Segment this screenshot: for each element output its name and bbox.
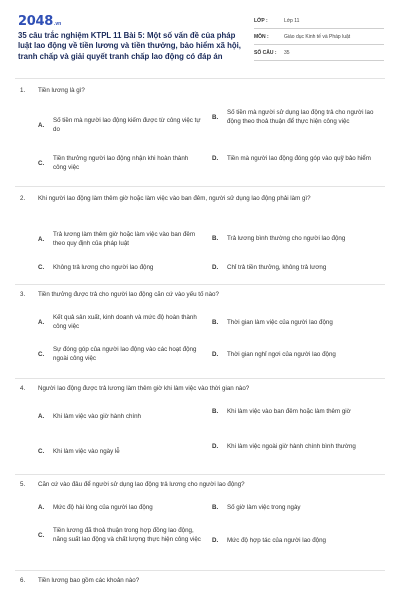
- option-c[interactable]: [38, 526, 203, 544]
- option-b[interactable]: [212, 234, 382, 243]
- option-text: Khi làm việc ngoài giờ hành chính bình thường: [227, 443, 356, 450]
- divider: [15, 570, 385, 571]
- option-a[interactable]: [38, 230, 203, 248]
- option-c[interactable]: [38, 263, 203, 272]
- logo-text: 2048: [18, 14, 53, 29]
- option-text: Mức độ hài lòng của người lao động: [53, 504, 153, 511]
- info-value: Lớp 11: [284, 17, 300, 24]
- info-key: MÔN :: [254, 33, 269, 40]
- option-b[interactable]: [212, 407, 382, 416]
- option-text: Số tiền mà người lao động kiếm được từ công việc tự do: [53, 117, 201, 133]
- divider: [15, 474, 385, 475]
- option-text: Mức độ hợp tác của người lao động: [227, 537, 326, 544]
- option-letter: A.: [38, 121, 45, 129]
- option-a[interactable]: [38, 503, 203, 512]
- option-text: Số giờ làm việc trong ngày: [227, 504, 301, 511]
- option-letter: D.: [212, 264, 219, 271]
- info-row-subject: [254, 29, 384, 45]
- option-text: Trả lương làm thêm giờ hoặc làm việc vào ban đêm theo quy định của pháp luật: [53, 231, 196, 247]
- question-stem: [20, 194, 390, 203]
- info-value: Giáo dục Kinh tế và Pháp luật: [284, 33, 351, 40]
- option-letter: A.: [38, 413, 45, 420]
- option-d[interactable]: [212, 536, 382, 545]
- option-text: Kết quả sản xuất, kinh doanh và mức độ hoàn thành công việc: [53, 314, 197, 330]
- info-panel: [254, 13, 384, 61]
- option-b[interactable]: [212, 503, 382, 512]
- option-text: Tiền thưởng người lao động nhận khi hoàn thành công việc: [53, 155, 189, 171]
- option-letter: A.: [38, 504, 45, 511]
- divider: [15, 378, 385, 379]
- divider: [15, 78, 385, 79]
- option-letter: C.: [38, 448, 45, 455]
- option-c[interactable]: [38, 154, 203, 172]
- question-text: Tiền lương bao gồm các khoản nào?: [38, 577, 140, 584]
- option-text: Số tiền mà người sử dụng lao động trả cho người lao động theo thoả thuận để thực hiện công việc: [227, 109, 374, 125]
- option-a[interactable]: [38, 116, 203, 134]
- option-letter: D.: [212, 443, 219, 450]
- info-value: 35: [284, 49, 290, 56]
- option-c[interactable]: [38, 447, 203, 456]
- option-text: Sự đóng góp của người lao động vào các hoạt động ngoài công việc: [53, 346, 197, 362]
- question-number: 1.: [20, 87, 26, 94]
- option-letter: A.: [38, 318, 45, 326]
- info-row-count: [254, 45, 384, 61]
- option-letter: A.: [38, 235, 45, 243]
- question-stem: [20, 86, 390, 95]
- question-stem: [20, 290, 390, 299]
- option-d[interactable]: [212, 350, 382, 359]
- question-text: Tiền lương là gì?: [38, 87, 85, 94]
- option-text: Khi làm việc vào giờ hành chính: [53, 413, 141, 420]
- option-a[interactable]: [38, 313, 203, 331]
- option-letter: C.: [38, 159, 45, 167]
- option-letter: B.: [212, 504, 219, 511]
- site-logo[interactable]: [18, 14, 61, 29]
- question-number: 6.: [20, 577, 26, 584]
- option-letter: B.: [212, 319, 219, 326]
- page-header: [0, 0, 400, 72]
- question-text: Người lao động được trả lương làm thêm giờ khi làm việc vào thời gian nào?: [38, 385, 250, 392]
- option-text: Thời gian nghỉ ngơi của người lao động: [227, 351, 336, 358]
- page-title: 35 câu trắc nghiệm KTPL 11 Bài 5: Một số vấn đề của pháp luật lao động về tiền lương và tiền thưởng, bảo hiểm xã hội, tranh chấp và giải quyết tranh chấp lao động có đáp án: [18, 31, 241, 61]
- question-text: Căn cứ vào đâu để người sử dụng lao động trả lương cho người lao động?: [38, 481, 245, 488]
- option-text: Trả lương bình thường cho người lao động: [227, 235, 346, 242]
- option-text: Tiền lương đã thoả thuận trong hợp đồng lao động, năng suất lao động và chất lượng thực hiện công việc: [53, 527, 201, 543]
- option-b[interactable]: [212, 318, 382, 327]
- info-key: SỐ CÂU :: [254, 49, 277, 56]
- info-row-class: [254, 13, 384, 29]
- option-text: Khi làm việc vào ngày lễ: [53, 448, 120, 455]
- question-number: 3.: [20, 291, 26, 298]
- option-d[interactable]: [212, 263, 382, 272]
- option-text: Chỉ trả tiền thưởng, không trả lương: [227, 264, 327, 271]
- option-letter: C.: [38, 264, 45, 271]
- option-c[interactable]: [38, 345, 203, 363]
- option-letter: C.: [38, 531, 45, 539]
- option-text: Tiền mà người lao động đóng góp vào quỹ bảo hiểm: [227, 155, 371, 162]
- option-letter: D.: [212, 537, 219, 544]
- divider: [15, 284, 385, 285]
- option-letter: D.: [212, 351, 219, 358]
- option-letter: C.: [38, 350, 45, 358]
- question-stem: [20, 576, 390, 585]
- question-text: Tiền thưởng được trả cho người lao động căn cứ vào yếu tố nào?: [38, 291, 219, 298]
- question-text: Khi người lao động làm thêm giờ hoặc làm việc vào ban đêm, người sử dụng lao động phải làm gì?: [38, 195, 311, 202]
- option-a[interactable]: [38, 412, 203, 421]
- question-stem: [20, 480, 390, 489]
- option-d[interactable]: [212, 154, 382, 163]
- option-letter: B.: [212, 113, 219, 121]
- question-number: 4.: [20, 385, 26, 392]
- info-key: LỚP :: [254, 17, 268, 24]
- option-text: Không trả lương cho người lao động: [53, 264, 154, 271]
- option-letter: B.: [212, 235, 219, 242]
- option-text: Thời gian làm việc của người lao động: [227, 319, 333, 326]
- question-number: 2.: [20, 195, 26, 202]
- divider: [15, 186, 385, 187]
- logo-suffix: .vn: [53, 21, 62, 27]
- option-letter: D.: [212, 155, 219, 162]
- option-text: Khi làm việc vào ban đêm hoặc làm thêm giờ: [227, 408, 351, 415]
- question-stem: [20, 384, 390, 393]
- option-letter: B.: [212, 408, 219, 415]
- question-number: 5.: [20, 481, 26, 488]
- option-b[interactable]: [212, 108, 382, 126]
- option-d[interactable]: [212, 442, 382, 451]
